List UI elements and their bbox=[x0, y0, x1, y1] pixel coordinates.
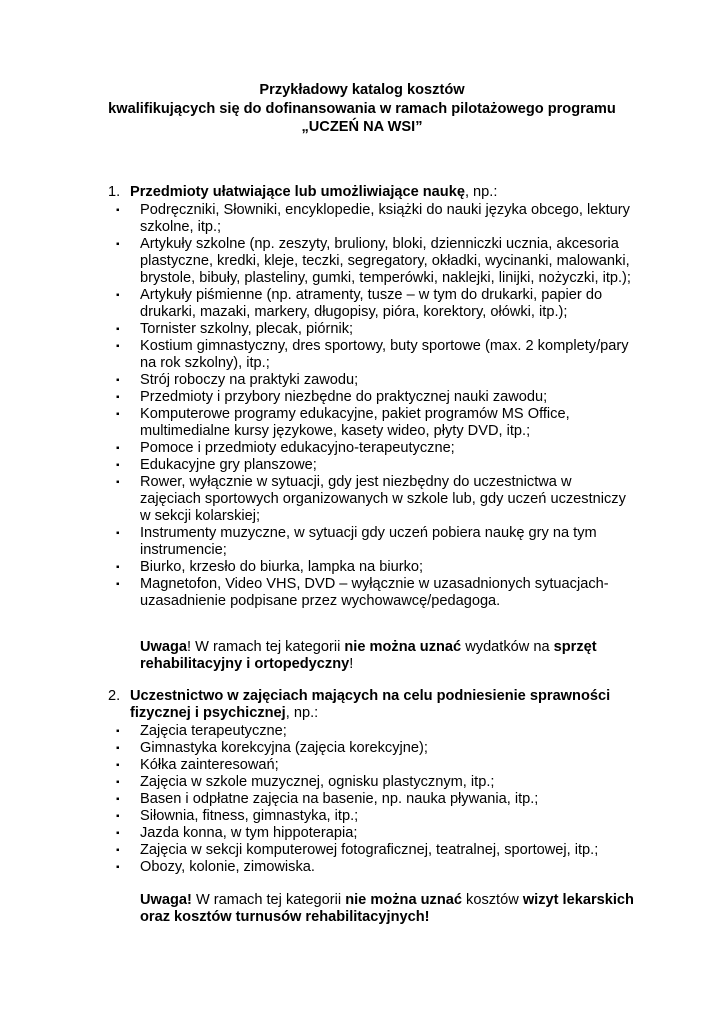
list-item: ▪ Strój roboczy na praktyki zawodu; bbox=[116, 372, 359, 388]
list-item: ▪ Artykuły piśmienne (np. atramenty, tusze – w tym do drukarki, papier do drukarki, mazaki, markery, długopisy, pióra, korektory, ołówki, itp.); bbox=[116, 287, 603, 320]
title-line-3: „UCZEŃ NA WSI” bbox=[301, 119, 423, 135]
list-item: ▪ Zajęcia terapeutyczne; bbox=[116, 723, 287, 739]
bullet-icon: ▪ bbox=[116, 726, 120, 737]
bullet-icon: ▪ bbox=[116, 375, 120, 386]
section-1-heading-bold: Przedmioty ułatwiające lub umożliwiające naukę bbox=[130, 184, 465, 200]
bullet-icon: ▪ bbox=[116, 341, 120, 352]
list-item: ▪ Pomoce i przedmioty edukacyjno-terapeutyczne; bbox=[116, 440, 455, 456]
bullet-icon: ▪ bbox=[116, 205, 120, 216]
bullet-icon: ▪ bbox=[116, 290, 120, 301]
list-item: ▪ Edukacyjne gry planszowe; bbox=[116, 457, 317, 473]
bullet-icon: ▪ bbox=[116, 794, 120, 805]
section-2-number: 2. bbox=[108, 688, 121, 704]
bullet-icon: ▪ bbox=[116, 460, 120, 471]
list-item: ▪ Artykuły szkolne (np. zeszyty, bruliony, bloki, dzienniczki ucznia, akcesoria plastyczne, kredki, kleje, teczki, segregatory, okładki, wycinanki, malowanki, brystole, bibuły, plasteliny, gumki, temperówki, naklejki, linijki, nożyczki, itp.); bbox=[116, 236, 631, 286]
list-item: ▪ Rower, wyłącznie w sytuacji, gdy jest niezbędny do uczestnictwa w zajęciach sportowych organizowanych w szkole lub, gdy uczeń uczestniczy w sekcji kolarskiej; bbox=[116, 474, 626, 524]
bullet-icon: ▪ bbox=[116, 777, 120, 788]
list-item: ▪ Przedmioty i przybory niezbędne do praktycznej nauki zawodu; bbox=[116, 389, 548, 405]
list-item: ▪ Basen i odpłatne zajęcia na basenie, np. nauka pływania, itp.; bbox=[116, 791, 539, 807]
section-2-heading bbox=[108, 688, 668, 722]
title-line-2: kwalifikujących się do dofinansowania w ramach pilotażowego programu bbox=[108, 100, 616, 117]
list-item: ▪ Podręczniki, Słowniki, encyklopedie, książki do nauki języka obcego, lektury szkolne, itp.; bbox=[116, 202, 630, 235]
list-item: ▪ Magnetofon, Video VHS, DVD – wyłącznie w uzasadnionych sytuacjach- uzasadnienie podpisane przez wychowawcę/pedagoga. bbox=[116, 576, 609, 609]
bullet-icon: ▪ bbox=[116, 239, 120, 250]
bullet-icon: ▪ bbox=[116, 811, 120, 822]
list-item: ▪ Kostium gimnastyczny, dres sportowy, buty sportowe (max. 2 komplety/pary na rok szkolny), itp.; bbox=[116, 338, 629, 371]
bullet-icon: ▪ bbox=[116, 760, 120, 771]
list-item: ▪ Zajęcia w sekcji komputerowej fotograficznej, teatralnej, sportowej, itp.; bbox=[116, 842, 599, 858]
bullet-icon: ▪ bbox=[116, 324, 120, 335]
bullet-icon: ▪ bbox=[116, 579, 120, 590]
list-item: ▪ Zajęcia w szkole muzycznej, ognisku plastycznym, itp.; bbox=[116, 774, 495, 790]
bullet-icon: ▪ bbox=[116, 862, 120, 873]
bullet-icon: ▪ bbox=[116, 828, 120, 839]
list-item: ▪ Jazda konna, w tym hippoterapia; bbox=[116, 825, 358, 841]
list-item: ▪ Kółka zainteresowań; bbox=[116, 757, 279, 773]
section-1-heading bbox=[108, 184, 668, 201]
list-item: ▪ Siłownia, fitness, gimnastyka, itp.; bbox=[116, 808, 359, 824]
bullet-icon: ▪ bbox=[116, 443, 120, 454]
section-1-heading-rest: , np.: bbox=[464, 184, 498, 200]
bullet-icon: ▪ bbox=[116, 845, 120, 856]
section-1-list bbox=[112, 202, 632, 610]
title-line-1: Przykładowy katalog kosztów bbox=[259, 82, 465, 98]
section-2-heading-rest: , np.: bbox=[285, 705, 319, 721]
list-item: ▪ Gimnastyka korekcyjna (zajęcia korekcyjne); bbox=[116, 740, 428, 756]
bullet-icon: ▪ bbox=[116, 477, 120, 488]
bullet-icon: ▪ bbox=[116, 528, 120, 539]
list-item: ▪ Tornister szkolny, plecak, piórnik; bbox=[116, 321, 354, 337]
list-item: ▪ Komputerowe programy edukacyjne, pakiet programów MS Office, multimedialne kursy językowe, kasety wideo, płyty DVD, itp.; bbox=[116, 406, 570, 439]
section-2-list bbox=[112, 723, 632, 876]
section-1-warning-note: Uwaga! W ramach tej kategorii nie można uznać wydatków na sprzęt rehabilitacyjny i ortopedyczny! bbox=[140, 639, 597, 672]
section-2-warning-note: Uwaga! W ramach tej kategorii nie można uznać kosztów wizyt lekarskich oraz kosztów turnusów rehabilitacyjnych! bbox=[140, 892, 634, 925]
document-title bbox=[0, 81, 724, 137]
bullet-icon: ▪ bbox=[116, 743, 120, 754]
list-item: ▪ Obozy, kolonie, zimowiska. bbox=[116, 859, 315, 875]
bullet-icon: ▪ bbox=[116, 392, 120, 403]
bullet-icon: ▪ bbox=[116, 562, 120, 573]
list-item: ▪ Biurko, krzesło do biurka, lampka na biurko; bbox=[116, 559, 424, 575]
section-2-heading-bold: Uczestnictwo w zajęciach mających na celu podniesienie sprawności fizycznej i psychicznej bbox=[130, 688, 611, 721]
bullet-icon: ▪ bbox=[116, 409, 120, 420]
list-item: ▪ Instrumenty muzyczne, w sytuacji gdy uczeń pobiera naukę gry na tym instrumencie; bbox=[116, 525, 597, 558]
section-1-number: 1. bbox=[108, 184, 121, 200]
